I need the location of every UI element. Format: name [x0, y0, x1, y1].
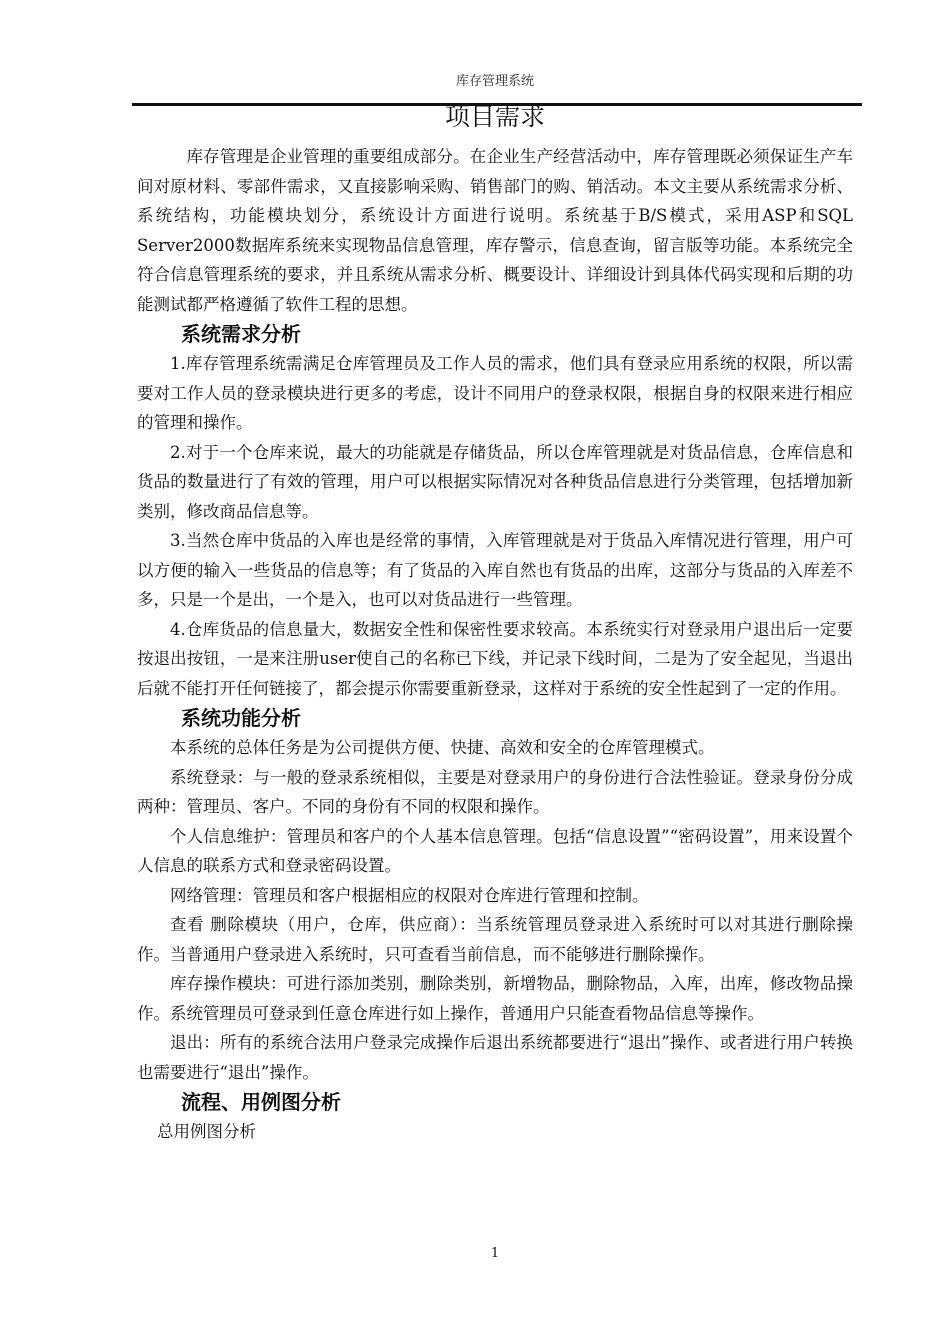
section-heading-flow: 流程、用例图分析: [181, 1090, 341, 1114]
use-case-subheading: 总用例图分析: [157, 1122, 256, 1141]
requirement-item-1: 1.库存管理系统需满足仓库管理员及工作人员的需求，他们具有登录应用系统的权限，所以需要对工作人员的登录模块进行更多的考虑，设计不同用户的登录权限，根据自身的权限来进行相应的管理和操作。: [137, 354, 853, 432]
running-header: 库存管理系统: [455, 74, 534, 89]
document-body: [137, 142, 853, 1147]
section-heading-requirements: 系统需求分析: [181, 322, 301, 346]
function-login: 系统登录：与一般的登录系统相似，主要是对登录用户的身份进行合法性验证。登录身份分成两种：管理员、客户。不同的身份有不同的权限和操作。: [137, 767, 853, 816]
intro-paragraph: 库存管理是企业管理的重要组成部分。在企业生产经营活动中，库存管理既必须保证生产车间对原材料、零部件需求，又直接影响采购、销售部门的购、销活动。本文主要从系统需求分析、系统结构，功能模块划分，系统设计方面进行说明。系统基于B/S模式，采用ASP和SQL Server2000数据库系统来实现物品信息管理，库存警示，信息查询，留言版等功能。本系统完全符合信息管理系统的要求，并且系统从需求分析、概要设计、详细设计到具体代码实现和后期的功能测试都严格遵循了软件工程的思想。: [137, 147, 853, 314]
function-overview: 本系统的总体任务是为公司提供方便、快捷、高效和安全的仓库管理模式。: [170, 738, 715, 757]
function-view-delete: 查看 删除模块（用户，仓库，供应商）：当系统管理员登录进入系统时可以对其进行删除操作。当普通用户登录进入系统时，只可查看当前信息，而不能够进行删除操作。: [137, 915, 853, 964]
function-logout: 退出：所有的系统合法用户登录完成操作后退出系统都要进行“退出”操作、或者进行用户转换也需要进行“退出”操作。: [137, 1033, 853, 1082]
function-network: 网络管理：管理员和客户根据相应的权限对仓库进行管理和控制。: [170, 885, 649, 905]
requirement-item-3: 3.当然仓库中货品的入库也是经常的事情，入库管理就是对于货品入库情况进行管理，用户可以方便的输入一些货品的信息等；有了货品的入库自然也有货品的出库，这部分与货品的入库差不多，只是一个是出，一个是入，也可以对货品进行一些管理。: [137, 531, 853, 609]
page-title: 项目需求: [444, 102, 545, 131]
requirement-item-4: 4.仓库货品的信息量大，数据安全性和保密性要求较高。本系统实行对登录用户退出后一定要按退出按钮，一是来注册user使自己的名称已下线，并记录下线时间，二是为了安全起见，当退出后就不能打开任何链接了，都会提示你需要重新登录，这样对于系统的安全性起到了一定的作用。: [137, 619, 853, 698]
function-profile: 个人信息维护：管理员和客户的个人基本信息管理。包括“信息设置”“密码设置”，用来设置个人信息的联系方式和登录密码设置。: [137, 826, 853, 875]
requirement-item-2: 2.对于一个仓库来说，最大的功能就是存储货品，所以仓库管理就是对货品信息，仓库信息和货品的数量进行了有效的管理，用户可以根据实际情况对各种货品信息进行分类管理，包括增加新类别，修改商品信息等。: [137, 442, 853, 521]
page-number: 1: [490, 1246, 500, 1261]
function-inventory: 库存操作模块：可进行添加类别，删除类别，新增物品，删除物品，入库，出库，修改物品操作。系统管理员可登录到任意仓库进行如上操作，普通用户只能查看物品信息等操作。: [137, 974, 853, 1023]
section-heading-functions: 系统功能分析: [181, 706, 301, 730]
